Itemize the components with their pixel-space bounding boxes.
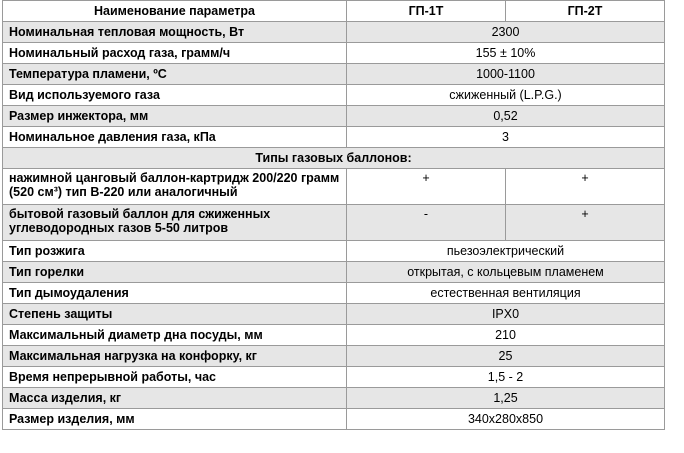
row-name: Размер инжектора, мм [3,106,347,127]
section-title: Типы газовых баллонов: [3,148,665,169]
table-row [3,43,665,64]
row-name: Номинальная тепловая мощность, Вт [3,22,347,43]
row-value: естественная вентиляция [347,283,665,304]
row-value: 1000-1100 [347,64,665,85]
row-value: 0,52 [347,106,665,127]
row-name: Максимальная нагрузка на конфорку, кг [3,346,347,367]
table-row [3,169,665,205]
row-value: 1,5 - 2 [347,367,665,388]
cylinder-name: бытовой газовый баллон для сжиженных углеводородных газов 5-50 литров [3,205,347,241]
cylinder-model-2: + [506,205,665,241]
table-row [3,64,665,85]
table-row [3,346,665,367]
header-row [3,1,665,22]
row-value: 210 [347,325,665,346]
table-row [3,241,665,262]
cylinder-model-1: + [347,169,506,205]
row-value: 1,25 [347,388,665,409]
row-name: Номинальный расход газа, грамм/ч [3,43,347,64]
row-name: Тип дымоудаления [3,283,347,304]
specifications-table [2,0,665,430]
table-row [3,304,665,325]
row-name: Степень защиты [3,304,347,325]
row-value: 340х280х850 [347,409,665,430]
table-row [3,22,665,43]
row-value: 2300 [347,22,665,43]
table-row [3,388,665,409]
table-row [3,325,665,346]
row-value: 25 [347,346,665,367]
table-row [3,127,665,148]
cylinder-model-1: - [347,205,506,241]
cylinder-model-2: + [506,169,665,205]
table-row [3,367,665,388]
table-row [3,283,665,304]
row-name: Вид используемого газа [3,85,347,106]
row-name: Тип горелки [3,262,347,283]
row-value: пьезоэлектрический [347,241,665,262]
row-value: IPX0 [347,304,665,325]
row-name: Размер изделия, мм [3,409,347,430]
row-value: 3 [347,127,665,148]
row-name: Максимальный диаметр дна посуды, мм [3,325,347,346]
cylinder-name: нажимной цанговый баллон-картридж 200/220 грамм (520 см³) тип В-220 или аналогичный [3,169,347,205]
row-name: Номинальное давления газа, кПа [3,127,347,148]
row-name: Время непрерывной работы, час [3,367,347,388]
table-row [3,262,665,283]
table-row [3,106,665,127]
table-row [3,409,665,430]
header-model-1: ГП-1Т [347,1,506,22]
section-row [3,148,665,169]
header-param: Наименование параметра [3,1,347,22]
row-name: Температура пламени, ºС [3,64,347,85]
row-value: 155 ± 10% [347,43,665,64]
header-model-2: ГП-2Т [506,1,665,22]
row-name: Тип розжига [3,241,347,262]
table-row [3,85,665,106]
row-name: Масса изделия, кг [3,388,347,409]
row-value: открытая, с кольцевым пламенем [347,262,665,283]
table-row [3,205,665,241]
row-value: сжиженный (L.P.G.) [347,85,665,106]
